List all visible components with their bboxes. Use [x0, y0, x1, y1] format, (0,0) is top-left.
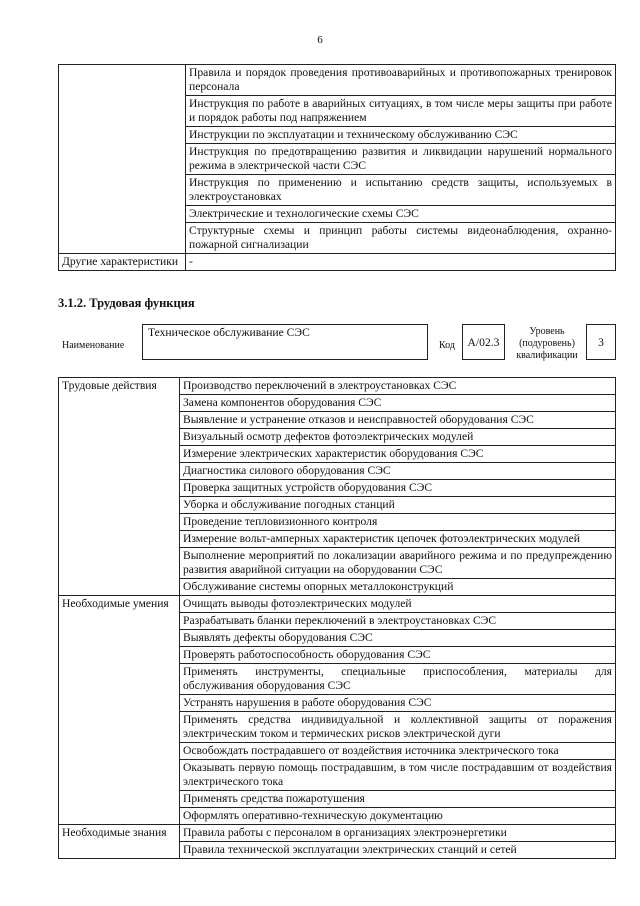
labor-action-item: Проведение тепловизионного контроля	[180, 514, 616, 531]
skill-item: Оформлять оперативно-техническую документацию	[180, 808, 616, 825]
qualification-level-box	[586, 324, 616, 360]
skill-item: Устранять нарушения в работе оборудования СЭС	[180, 695, 616, 712]
skill-item: Применять средства пожаротушения	[180, 791, 616, 808]
required-skills-label: Необходимые умения	[59, 596, 180, 825]
empty-label-cell	[59, 65, 186, 254]
section-title: 3.1.2. Трудовая функция	[58, 296, 195, 310]
skill-item: Выявлять дефекты оборудования СЭС	[180, 630, 616, 647]
page-number: 6	[317, 34, 323, 46]
table-cell: Правила и порядок проведения противоаварийных и противопожарных тренировок персонала	[186, 65, 616, 96]
table-row	[59, 65, 616, 96]
labor-action-item: Производство переключений в электроустановках СЭС	[180, 378, 616, 395]
labor-action-item: Диагностика силового оборудования СЭС	[180, 463, 616, 480]
table-row	[59, 825, 616, 842]
skill-item: Очищать выводы фотоэлектрических модулей	[180, 596, 616, 613]
skill-item: Разрабатывать бланки переключений в электроустановках СЭС	[180, 613, 616, 630]
knowledge-item: Правила работы с персоналом в организациях электроэнергетики	[180, 825, 616, 842]
labor-action-item: Визуальный осмотр дефектов фотоэлектрических модулей	[180, 429, 616, 446]
labor-action-item: Проверка защитных устройств оборудования СЭС	[180, 480, 616, 497]
qualification-level-label: Уровень (подуровень) квалификации	[516, 326, 578, 361]
labor-action-item: Измерение электрических характеристик оборудования СЭС	[180, 446, 616, 463]
labor-action-item: Измерение вольт-амперных характеристик цепочек фотоэлектрических модулей	[180, 531, 616, 548]
knowledge-item: Правила технической эксплуатации электрических станций и сетей	[180, 842, 616, 859]
knowledge-continuation-table	[58, 64, 616, 271]
labor-action-item: Обслуживание системы опорных металлоконструкций	[180, 579, 616, 596]
qualification-level-value: 3	[598, 335, 604, 349]
table-cell: Инструкция по предотвращению развития и ликвидации нарушений нормального режима в электрической части СЭС	[186, 144, 616, 175]
labor-function-table	[58, 377, 616, 859]
labor-action-item: Выявление и устранение отказов и неисправностей оборудования СЭС	[180, 412, 616, 429]
skill-item: Освобождать пострадавшего от воздействия источника электрического тока	[180, 743, 616, 760]
labor-actions-label: Трудовые действия	[59, 378, 180, 596]
labor-action-item: Уборка и обслуживание погодных станций	[180, 497, 616, 514]
skill-item: Оказывать первую помощь пострадавшим, в том числе пострадавшим от воздействия электрического тока	[180, 760, 616, 791]
code-box	[462, 324, 505, 360]
code-label: Код	[439, 340, 455, 351]
function-name-value: Техническое обслуживание СЭС	[148, 326, 310, 339]
table-cell: Инструкции по эксплуатации и техническому обслуживанию СЭС	[186, 127, 616, 144]
other-characteristics-value: -	[186, 254, 616, 271]
skill-item: Проверять работоспособность оборудования СЭС	[180, 647, 616, 664]
labor-action-item: Замена компонентов оборудования СЭС	[180, 395, 616, 412]
required-knowledge-label: Необходимые знания	[59, 825, 180, 859]
other-characteristics-label: Другие характеристики	[59, 254, 186, 271]
table-cell: Инструкция по применению и испытанию средств защиты, используемых в электроустановках	[186, 175, 616, 206]
table-cell: Структурные схемы и принцип работы системы видеонаблюдения, охранно-пожарной сигнализации	[186, 223, 616, 254]
name-label: Наименование	[62, 340, 125, 351]
labor-action-item: Выполнение мероприятий по локализации аварийного режима и по предупреждению развития аварийной ситуации на оборудовании СЭС	[180, 548, 616, 579]
table-cell: Электрические и технологические схемы СЭС	[186, 206, 616, 223]
table-cell: Инструкция по работе в аварийных ситуациях, в том числе меры защиты при работе и порядок работы под напряжением	[186, 96, 616, 127]
function-name-box	[142, 324, 428, 360]
table-row	[59, 596, 616, 613]
table-row	[59, 378, 616, 395]
table-row	[59, 254, 616, 271]
code-value: А/02.3	[467, 335, 500, 349]
skill-item: Применять инструменты, специальные приспособления, материалы для обслуживания оборудования СЭС	[180, 664, 616, 695]
skill-item: Применять средства индивидуальной и коллективной защиты от поражения электрическим током и термических рисков электрической дуги	[180, 712, 616, 743]
